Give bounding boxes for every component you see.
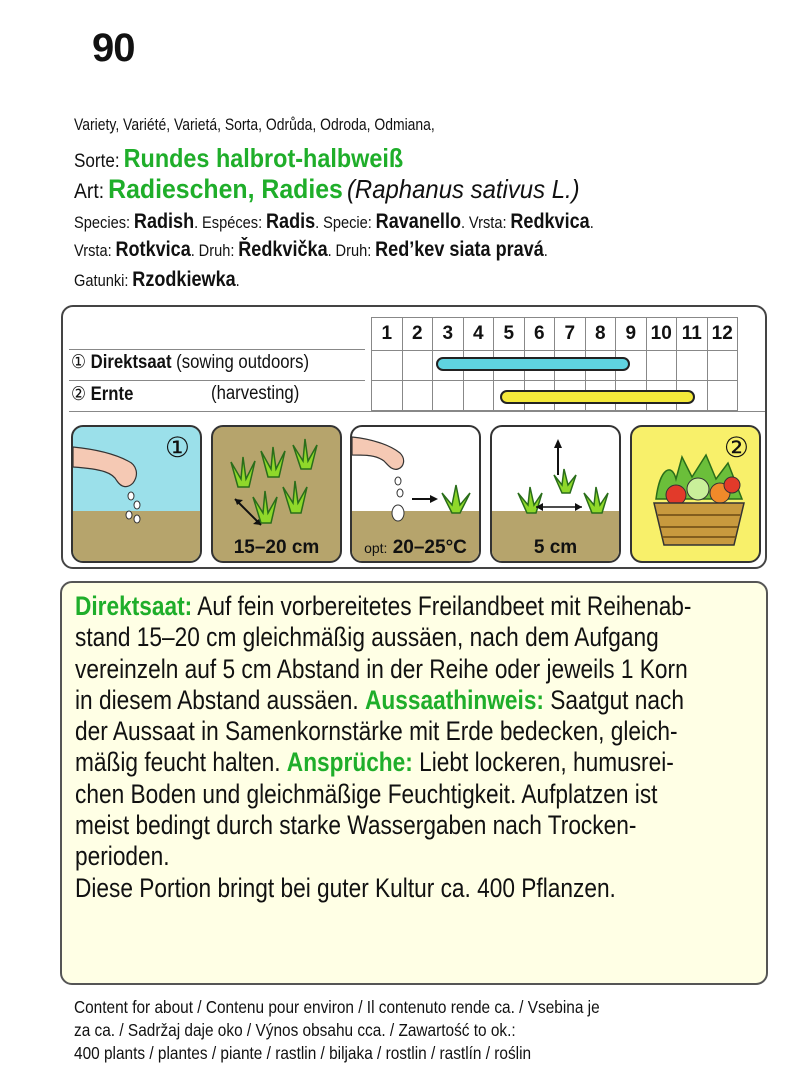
art-label: Art: xyxy=(74,180,105,203)
harvest-period-bar xyxy=(500,390,695,404)
cell xyxy=(402,381,433,411)
divider xyxy=(69,411,765,412)
month-header-row xyxy=(372,318,738,351)
row-name: Direktsaat xyxy=(90,352,172,373)
cell xyxy=(372,381,403,411)
row-label-harvest xyxy=(71,383,142,406)
species-value: Rzodkiewka xyxy=(132,268,236,291)
variety-text: Variety, Variété, Varietá, Sorta, Odrůda, Odroda, Odmiana, xyxy=(74,115,435,134)
sep: . xyxy=(194,213,199,232)
text-line: vereinzeln auf 5 cm Abstand in der Reihe oder jeweils 1 Korn xyxy=(75,653,688,684)
pictogram-harvest xyxy=(630,425,761,563)
cell xyxy=(646,351,677,381)
text-line: in diesem Abstand aussäen. xyxy=(75,684,359,715)
month-label: 9 xyxy=(616,318,647,351)
temperature-value: 20–25°C xyxy=(392,537,467,558)
pictogram-sowing xyxy=(71,425,202,563)
pictogram-plant-spacing xyxy=(490,425,621,563)
cell xyxy=(677,351,708,381)
plant-spacing-label: 5 cm xyxy=(533,537,578,558)
row-number: ① xyxy=(71,352,87,373)
text-line: der Aussaat in Samenkornstärke mit Erde bedecken, gleich- xyxy=(75,716,678,747)
month-label: 8 xyxy=(585,318,616,351)
footer-line: Content for about / Contenu pour environ / Il contenuto rende ca. / Vsebina je xyxy=(74,997,600,1017)
species-label: Druh: xyxy=(335,241,372,260)
row-note-harvest xyxy=(211,383,311,405)
portion-note: Diese Portion bringt bei guter Kultur ca. 400 Pflanzen. xyxy=(75,872,616,903)
species-line-3 xyxy=(74,268,267,292)
keyword-aussaathinweis: Aussaathinweis: xyxy=(365,684,544,715)
month-label: 2 xyxy=(402,318,433,351)
month-label: 11 xyxy=(677,318,708,351)
row-spacing-label: 15–20 cm xyxy=(233,537,320,558)
species-label: Druh: xyxy=(198,241,235,260)
keyword-ansprueche: Ansprüche: xyxy=(286,747,413,778)
cell xyxy=(372,351,403,381)
row-note: (sowing outdoors) xyxy=(176,352,310,373)
divider xyxy=(69,380,365,381)
cultivation-instructions xyxy=(60,581,768,985)
month-label: 7 xyxy=(555,318,586,351)
step-number-badge: ② xyxy=(723,432,749,463)
sep: . xyxy=(190,241,195,260)
page-number: 90 xyxy=(92,26,135,70)
text-line: Liebt lockeren, humusrei- xyxy=(419,747,674,778)
footer-line: za ca. / Sadržaj daje oko / Výnos obsahu cca. / Zawartość to ok.: xyxy=(74,1020,516,1040)
row-number: ② xyxy=(71,384,87,405)
species-value: Ředkvička xyxy=(238,238,328,261)
footer-line: 400 plants / plantes / piante / rastlin / biljaka / rostlin / rastlín / roślin xyxy=(74,1043,532,1063)
sowing-period-bar xyxy=(436,357,630,371)
art-line xyxy=(74,174,624,205)
sorte-label: Sorte: xyxy=(74,151,120,172)
species-value: Red’kev siata pravá xyxy=(375,238,544,261)
sep: . xyxy=(543,241,548,260)
species-label: Species: xyxy=(74,213,131,232)
sorte-line xyxy=(74,143,440,174)
sep: . xyxy=(327,241,332,260)
species-label: Espéces: xyxy=(202,213,263,232)
species-line-1 xyxy=(74,210,678,234)
text-line: Saatgut nach xyxy=(550,684,684,715)
month-label: 10 xyxy=(646,318,677,351)
row-label-sowing xyxy=(71,351,342,374)
species-value: Ravanello xyxy=(375,210,461,233)
species-label: Gatunki: xyxy=(74,271,129,290)
species-value: Redkvica xyxy=(510,210,590,233)
cell xyxy=(707,381,738,411)
text-line: chen Boden und gleichmäßige Feuchtigkeit. Aufplatzen ist xyxy=(75,778,658,809)
text-line: stand 15–20 cm gleichmäßig aussäen, nach dem Aufgang xyxy=(75,622,659,653)
cell xyxy=(707,351,738,381)
cell xyxy=(463,381,494,411)
sep: . xyxy=(589,213,594,232)
divider xyxy=(69,349,365,350)
art-value: Radieschen, Radies xyxy=(108,174,343,204)
sep: . xyxy=(461,213,466,232)
variety-line xyxy=(74,115,514,135)
species-value: Radish xyxy=(133,210,195,233)
species-line-2 xyxy=(74,238,625,262)
sep: . xyxy=(235,271,240,290)
temperature-label xyxy=(352,535,479,561)
month-label: 1 xyxy=(372,318,403,351)
text-line: mäßig feucht halten. xyxy=(75,747,281,778)
month-label: 6 xyxy=(524,318,555,351)
species-label: Specie: xyxy=(323,213,372,232)
row-note: (harvesting) xyxy=(211,383,300,404)
month-label: 3 xyxy=(433,318,464,351)
instructions-text xyxy=(75,591,755,904)
temperature-prefix: opt: xyxy=(364,540,388,556)
species-label: Vrsta: xyxy=(468,213,507,232)
species-value: Rotkvica xyxy=(115,238,191,261)
pictogram-temperature xyxy=(350,425,481,563)
cell xyxy=(433,381,464,411)
species-value: Radis xyxy=(265,210,316,233)
text-line: perioden. xyxy=(75,841,170,872)
keyword-direktsaat: Direktsaat: xyxy=(75,591,193,621)
art-latin: (Raphanus sativus L.) xyxy=(346,174,580,204)
species-label: Vrsta: xyxy=(74,241,112,260)
content-footer xyxy=(74,996,671,1065)
month-label: 4 xyxy=(463,318,494,351)
text-line: Auf fein vorbereitetes Freilandbeet mit Reihenab- xyxy=(197,591,692,621)
cell xyxy=(402,351,433,381)
row-name: Ernte xyxy=(90,384,134,405)
month-label: 12 xyxy=(707,318,738,351)
text-line: meist bedingt durch starke Wassergaben nach Trocken- xyxy=(75,810,637,841)
month-label: 5 xyxy=(494,318,525,351)
pictogram-row-spacing xyxy=(211,425,342,563)
step-number-badge: ① xyxy=(164,432,190,463)
sep: . xyxy=(315,213,320,232)
sowing-calendar xyxy=(61,305,767,569)
sorte-value: Rundes halbrot-halbweiß xyxy=(123,143,404,173)
